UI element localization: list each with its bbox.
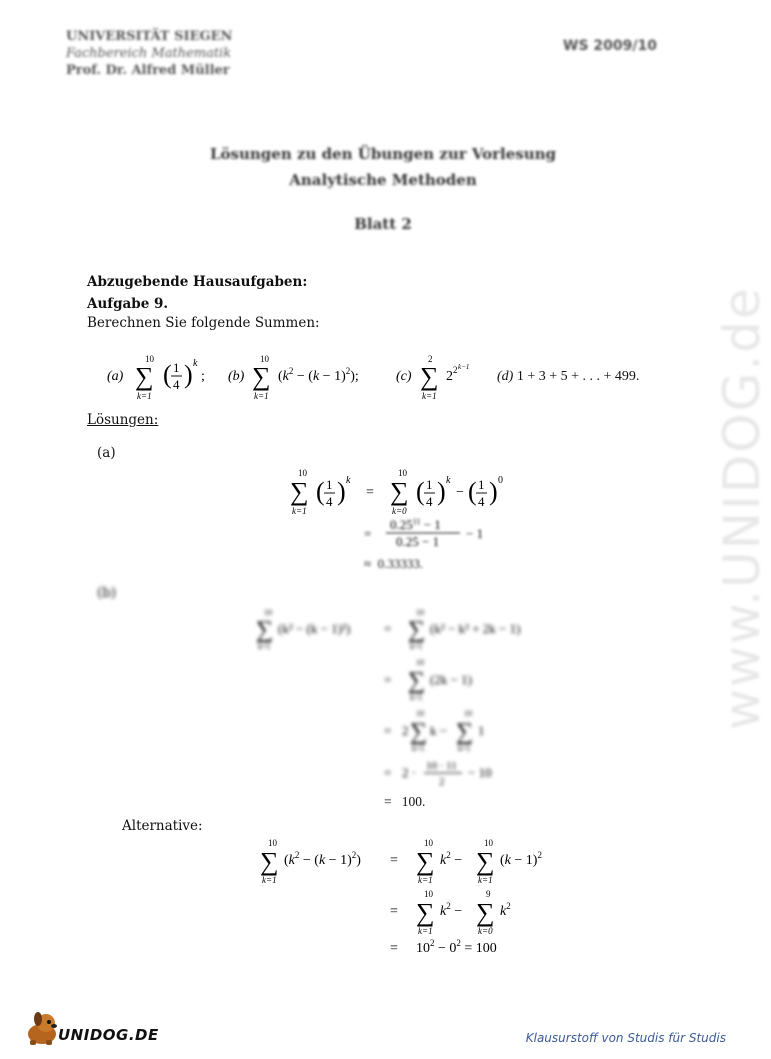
svg-text:0.25 − 1: 0.25 − 1 [396, 534, 440, 549]
svg-text:∑: ∑ [420, 362, 439, 391]
svg-text:k: k [446, 475, 451, 486]
svg-text:(b): (b) [228, 369, 245, 384]
svg-text:k=1: k=1 [292, 506, 307, 516]
svg-text:(k2 − (k − 1)2): $(k^2 - (k - 1)^2)$ [284, 850, 361, 868]
svg-text:10: 10 [424, 889, 433, 899]
svg-text:∑: ∑ [252, 362, 271, 391]
part-b-label: (b) [97, 585, 117, 601]
exercise-heading: Aufgabe 9. [87, 296, 169, 312]
svg-text:4: 4 [326, 494, 333, 509]
svg-text:k2 −: $k^2$ − [440, 901, 463, 919]
dog-mascot-icon [22, 1010, 62, 1046]
svg-text:∑: ∑ [260, 847, 279, 876]
svg-text:1: 1 [478, 723, 485, 738]
svg-text:10 · 11: 10 · 11 [426, 760, 457, 772]
svg-text:(: ( [468, 477, 477, 506]
svg-text:1: 1 [326, 477, 333, 492]
svg-text:0.2511 − 1: $0.25^{11} - 1$ [390, 517, 441, 532]
svg-text:k=0: k=0 [392, 506, 407, 516]
svg-text:2 ·: 2 · [402, 765, 417, 780]
svg-text:k=1: k=1 [254, 391, 269, 401]
svg-text:10: 10 [484, 838, 493, 848]
svg-text:10: 10 [298, 468, 307, 478]
sum-a-graphic [107, 352, 227, 402]
semester-label: WS 2009/10 [563, 38, 657, 54]
svg-text:10: 10 [416, 608, 424, 617]
alternative-label: Alternative: [122, 818, 203, 834]
unidog-logo[interactable] [22, 1010, 62, 1050]
svg-text:k=1: k=1 [262, 875, 277, 885]
svg-text:10: 10 [268, 838, 277, 848]
svg-text:2: 2 [402, 723, 409, 738]
svg-text:2: 2 [428, 354, 433, 364]
svg-text:k=1: k=1 [137, 391, 152, 401]
svg-text:=: = [364, 526, 372, 541]
svg-text:k−1: k−1 [458, 363, 470, 371]
solutions-heading: Lösungen: [87, 412, 159, 428]
svg-text:=: = [384, 723, 392, 738]
svg-text:∑: ∑ [456, 719, 474, 745]
svg-text:=: = [390, 904, 398, 919]
svg-text:10: 10 [416, 709, 424, 718]
svg-text:∑: ∑ [476, 847, 495, 876]
part-b-result: = 100. [384, 794, 426, 809]
svg-text:∑: ∑ [410, 719, 428, 745]
task-formula-a [107, 352, 227, 407]
part-a-label: (a) [97, 445, 116, 461]
svg-text:∑: ∑ [390, 477, 409, 506]
svg-text:k: k [346, 475, 351, 486]
svg-text:∑: ∑ [476, 898, 495, 927]
svg-text:∑: ∑ [256, 617, 274, 643]
task-formula-d: (d) 1 + 3 + 5 + . . . + 499. [497, 369, 640, 384]
svg-text:=: = [390, 853, 398, 868]
footer-tagline: Klausurstoff von Studis für Studis [525, 1031, 726, 1045]
watermark-text: www.UNIDOG.de [713, 286, 771, 730]
alternative-derivation [258, 836, 558, 965]
alternative-equation [258, 836, 558, 961]
svg-text:∑: ∑ [408, 668, 426, 694]
svg-text:(: ( [316, 477, 325, 506]
svg-text:k=0: k=0 [478, 926, 493, 936]
homework-heading: Abzugebende Hausaufgaben: [87, 274, 308, 290]
svg-text:∑: ∑ [416, 898, 435, 927]
svg-text:− 10: − 10 [468, 765, 492, 780]
sheet-number: Blatt 2 [354, 215, 412, 233]
task-formula-b [228, 352, 378, 407]
svg-text:k=1: k=1 [258, 642, 271, 651]
svg-text:): ) [489, 477, 498, 506]
university-name: UNIVERSITÄT SIEGEN [66, 29, 233, 44]
svg-text:k2 −: $k^2$ − [440, 850, 463, 868]
svg-text:∑: ∑ [290, 477, 309, 506]
svg-text:k2: $k^2$ [500, 901, 511, 919]
svg-text:2: 2 [453, 365, 458, 375]
svg-text:9: 9 [486, 889, 491, 899]
svg-text:k −: k − [430, 723, 448, 738]
professor-name: Prof. Dr. Alfred Müller [66, 63, 230, 78]
document-title-line1: Lösungen zu den Übungen zur Vorlesung [209, 145, 557, 163]
svg-text:): ) [437, 477, 446, 506]
svg-text:∑: ∑ [408, 617, 426, 643]
svg-text:1: 1 [426, 477, 433, 492]
svg-text:k=1: k=1 [410, 693, 423, 702]
svg-text:(2k − 1): (2k − 1) [430, 672, 472, 687]
svg-text:=: = [366, 485, 374, 500]
part-a-line3: ≈ 0.33333. [364, 556, 424, 571]
svg-text:(k² − k² + 2k − 1): (k² − k² + 2k − 1) [430, 621, 521, 636]
svg-text:k: k [193, 358, 198, 369]
svg-text:(k² − (k − 1)²): (k² − (k − 1)²) [278, 621, 351, 636]
svg-text:k=1: k=1 [422, 391, 437, 401]
logo-wordmark[interactable]: UNIDOG.DE [58, 1026, 159, 1044]
svg-text:− 1: − 1 [466, 526, 484, 541]
svg-text:k=1: k=1 [478, 875, 493, 885]
svg-text:k=1: k=1 [412, 744, 425, 753]
svg-text:k=1: k=1 [418, 875, 433, 885]
svg-text:10: 10 [145, 354, 154, 364]
svg-text:∑: ∑ [135, 362, 154, 391]
svg-text:10: 10 [416, 658, 424, 667]
svg-text:k=1: k=1 [458, 744, 471, 753]
svg-text:102 − 02 = 100: $10^2 - 0^2 = 100$ [416, 938, 497, 956]
task-formula-c [396, 352, 486, 407]
svg-text:0: 0 [498, 475, 503, 486]
svg-text:(: ( [163, 360, 172, 389]
svg-text:(: ( [416, 477, 425, 506]
svg-text:(k2 − (k − 1)2);: $(k^2 - (k - 1)^2)$; [278, 366, 359, 384]
svg-text:10: 10 [424, 838, 433, 848]
header-block [66, 28, 232, 79]
svg-text:): ) [184, 360, 193, 389]
part-b-derivation [256, 605, 566, 819]
part-a-equation [288, 466, 528, 522]
svg-text:4: 4 [478, 494, 485, 509]
svg-text:k=1: k=1 [418, 926, 433, 936]
svg-text:10: 10 [264, 608, 272, 617]
sum-b-graphic [228, 352, 378, 402]
svg-text:10: 10 [260, 354, 269, 364]
svg-text:(k − 1)2: $(k - 1)^2$ [500, 850, 542, 868]
svg-text:=: = [384, 765, 392, 780]
svg-text:k=1: k=1 [410, 642, 423, 651]
svg-text:∑: ∑ [416, 847, 435, 876]
svg-text:1: 1 [478, 477, 485, 492]
svg-text:;: ; [201, 369, 205, 384]
svg-text:4: 4 [426, 494, 433, 509]
department-name: Fachbereich Mathematik [66, 46, 232, 61]
svg-text:10: 10 [464, 709, 472, 718]
svg-text:=: = [384, 672, 392, 687]
svg-text:4: 4 [173, 377, 180, 392]
svg-text:(c): (c) [396, 369, 412, 384]
sum-c-graphic [396, 352, 486, 402]
part-a-line2 [360, 517, 500, 553]
svg-text:−: − [456, 485, 464, 500]
part-b-equation [256, 605, 566, 815]
svg-text:2: 2 [446, 369, 453, 384]
svg-text:2: 2 [439, 776, 445, 788]
svg-text:): ) [337, 477, 346, 506]
document-title-line2: Analytische Methoden [289, 171, 477, 189]
task-text: Berechnen Sie folgende Summen: [87, 315, 320, 331]
svg-text:(a): (a) [107, 369, 124, 384]
svg-text:1: 1 [173, 360, 180, 375]
svg-text:10: 10 [398, 468, 407, 478]
part-a-fraction [360, 517, 500, 549]
svg-text:=: = [384, 621, 392, 636]
svg-text:=: = [390, 941, 398, 956]
